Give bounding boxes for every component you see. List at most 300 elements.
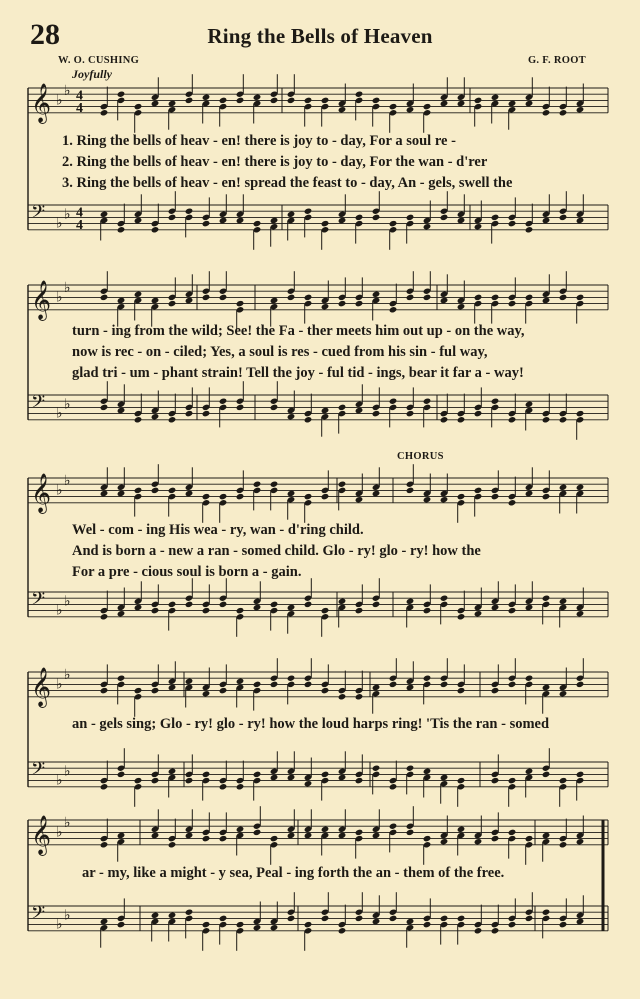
note-head xyxy=(321,826,330,833)
note-head xyxy=(185,832,194,839)
note-head xyxy=(457,915,466,922)
note-head xyxy=(457,777,466,784)
note-head xyxy=(389,306,398,313)
note-head xyxy=(542,832,551,839)
note-head xyxy=(270,774,279,781)
note-head xyxy=(151,413,160,420)
note-head xyxy=(304,493,313,500)
note-head xyxy=(559,484,568,491)
note-head xyxy=(117,490,126,497)
note-head xyxy=(304,294,313,301)
note-head xyxy=(423,607,432,614)
note-head xyxy=(372,291,381,298)
note-head xyxy=(355,777,364,784)
note-head xyxy=(100,783,109,790)
note-head xyxy=(253,220,262,227)
note-head xyxy=(372,490,381,497)
note-head xyxy=(491,214,500,221)
chorus-label: CHORUS xyxy=(397,451,444,462)
note-head xyxy=(338,927,347,934)
note-head xyxy=(576,217,585,224)
note-head xyxy=(270,481,279,488)
hymn-number: 28 xyxy=(30,18,60,51)
note-head xyxy=(576,410,585,417)
note-head xyxy=(474,97,483,104)
note-head xyxy=(576,294,585,301)
note-head xyxy=(559,921,568,928)
time-signature: 4 xyxy=(76,100,83,116)
note-head xyxy=(508,607,517,614)
note-head xyxy=(525,401,534,408)
note-head xyxy=(185,777,194,784)
note-head xyxy=(338,404,347,411)
flat-sign: ♭ xyxy=(64,593,71,610)
note-head xyxy=(253,771,262,778)
note-head xyxy=(202,493,211,500)
note-head xyxy=(440,100,449,107)
note-head xyxy=(355,407,364,414)
note-head xyxy=(474,487,483,494)
note-head xyxy=(406,106,415,113)
note-head xyxy=(117,675,126,682)
note-head xyxy=(525,604,534,611)
note-head xyxy=(559,294,568,301)
note-head xyxy=(542,771,551,778)
note-head xyxy=(270,924,279,931)
note-head xyxy=(304,208,313,215)
note-head xyxy=(457,687,466,694)
note-head xyxy=(406,765,415,772)
note-head xyxy=(236,300,245,307)
note-head xyxy=(508,100,517,107)
note-head xyxy=(457,613,466,620)
note-head xyxy=(151,687,160,694)
note-head xyxy=(151,912,160,919)
flat-sign: ♭ xyxy=(56,482,63,499)
note-head xyxy=(457,303,466,310)
note-head xyxy=(117,91,126,98)
note-head xyxy=(185,678,194,685)
note-head xyxy=(355,693,364,700)
bass-clef: 𝄢 xyxy=(31,392,46,418)
flat-sign: ♭ xyxy=(56,824,63,841)
lyric-line: 2. Ring the bells of heav - en! there is joy to - day, For the wan - d'rer xyxy=(62,154,488,170)
note-head xyxy=(202,294,211,301)
note-head xyxy=(338,106,347,113)
lyric-line: glad tri - um - phant strain! Tell the joy - ful tid - ings, bear it far a - way! xyxy=(72,365,524,381)
note-head xyxy=(202,220,211,227)
note-head xyxy=(542,909,551,916)
note-head xyxy=(491,604,500,611)
note-head xyxy=(287,915,296,922)
note-head xyxy=(559,841,568,848)
note-head xyxy=(168,214,177,221)
note-head xyxy=(542,493,551,500)
note-head xyxy=(134,777,143,784)
note-head xyxy=(219,217,228,224)
note-head xyxy=(372,918,381,925)
note-head xyxy=(253,829,262,836)
note-head xyxy=(576,918,585,925)
note-head xyxy=(202,771,211,778)
note-head xyxy=(287,413,296,420)
note-head xyxy=(355,214,364,221)
note-head xyxy=(559,109,568,116)
lyric-line: ar - my, like a might - y sea, Peal - ing forth the an - them of the free. xyxy=(82,865,505,881)
bass-clef: 𝄢 xyxy=(31,202,46,228)
lyric-line: For a pre - cious soul is born a - gain. xyxy=(72,564,302,580)
note-head xyxy=(100,687,109,694)
note-head xyxy=(287,675,296,682)
note-head xyxy=(389,823,398,830)
note-head xyxy=(117,407,126,414)
note-head xyxy=(389,783,398,790)
note-head xyxy=(134,217,143,224)
note-head xyxy=(440,595,449,602)
note-head xyxy=(321,97,330,104)
note-head xyxy=(355,915,364,922)
note-head xyxy=(168,768,177,775)
note-head xyxy=(457,100,466,107)
note-head xyxy=(423,223,432,230)
composer-credit: G. F. ROOT xyxy=(527,55,586,66)
note-head xyxy=(576,771,585,778)
note-head xyxy=(168,912,177,919)
note-head xyxy=(151,100,160,107)
flat-sign: ♭ xyxy=(56,405,63,422)
note-head xyxy=(236,217,245,224)
note-head xyxy=(440,838,449,845)
note-head xyxy=(525,768,534,775)
note-head xyxy=(338,598,347,605)
note-head xyxy=(134,487,143,494)
note-head xyxy=(270,601,279,608)
note-head xyxy=(117,610,126,617)
lyric-line: And is born a - new a ran - somed child. Glo - ry! glo - ry! how the xyxy=(72,543,481,559)
note-head xyxy=(253,94,262,101)
note-head xyxy=(219,783,228,790)
note-head xyxy=(389,398,398,405)
note-head xyxy=(321,407,330,414)
note-head xyxy=(236,493,245,500)
note-head xyxy=(321,687,330,694)
note-head xyxy=(253,604,262,611)
note-head xyxy=(576,106,585,113)
note-head xyxy=(576,610,585,617)
note-head xyxy=(168,100,177,107)
note-head xyxy=(151,777,160,784)
note-head xyxy=(508,300,517,307)
note-head xyxy=(372,684,381,691)
flat-sign: ♭ xyxy=(64,206,71,223)
note-head xyxy=(202,94,211,101)
note-head xyxy=(321,915,330,922)
note-head xyxy=(321,493,330,500)
note-head xyxy=(236,783,245,790)
note-head xyxy=(525,835,534,842)
note-head xyxy=(474,294,483,301)
note-head xyxy=(508,499,517,506)
treble-clef: 𝄞 xyxy=(31,667,52,708)
note-head xyxy=(474,410,483,417)
note-head xyxy=(491,835,500,842)
note-head xyxy=(168,684,177,691)
note-head xyxy=(457,217,466,224)
note-head xyxy=(287,97,296,104)
note-head xyxy=(202,835,211,842)
note-head xyxy=(576,838,585,845)
note-head xyxy=(491,493,500,500)
note-head xyxy=(304,416,313,423)
note-head xyxy=(100,294,109,301)
lyric-line: now is rec - on - ciled; Yes, a soul is res - cued from his sin - ful way, xyxy=(72,344,488,360)
hymn-title: Ring the Bells of Heaven xyxy=(207,24,433,48)
note-head xyxy=(440,496,449,503)
note-head xyxy=(219,493,228,500)
note-head xyxy=(338,481,347,488)
flat-sign: ♭ xyxy=(64,83,71,100)
note-head xyxy=(219,915,228,922)
note-head xyxy=(423,103,432,110)
note-head xyxy=(372,601,381,608)
note-head xyxy=(440,214,449,221)
note-head xyxy=(100,490,109,497)
note-head xyxy=(406,684,415,691)
note-head xyxy=(100,841,109,848)
note-head xyxy=(270,404,279,411)
note-head xyxy=(389,220,398,227)
note-head xyxy=(423,294,432,301)
flat-sign: ♭ xyxy=(56,916,63,933)
note-head xyxy=(236,607,245,614)
treble-clef: 𝄞 xyxy=(31,83,52,124)
note-head xyxy=(440,297,449,304)
note-head xyxy=(338,217,347,224)
note-head xyxy=(423,768,432,775)
note-head xyxy=(236,404,245,411)
note-head xyxy=(270,681,279,688)
note-head xyxy=(491,777,500,784)
note-head xyxy=(372,832,381,839)
note-head xyxy=(185,97,194,104)
note-head xyxy=(542,217,551,224)
note-head xyxy=(117,921,126,928)
note-head xyxy=(423,675,432,682)
note-head xyxy=(559,598,568,605)
note-head xyxy=(491,94,500,101)
flat-sign: ♭ xyxy=(64,907,71,924)
note-head xyxy=(372,97,381,104)
note-head xyxy=(474,223,483,230)
flat-sign: ♭ xyxy=(56,772,63,789)
note-head xyxy=(423,496,432,503)
note-head xyxy=(474,838,483,845)
note-head xyxy=(440,416,449,423)
note-head xyxy=(151,607,160,614)
note-head xyxy=(457,493,466,500)
note-head xyxy=(151,297,160,304)
note-head xyxy=(168,841,177,848)
flat-sign: ♭ xyxy=(56,92,63,109)
note-head xyxy=(440,774,449,781)
note-head xyxy=(270,297,279,304)
note-head xyxy=(168,416,177,423)
note-head xyxy=(253,481,262,488)
note-head xyxy=(100,613,109,620)
note-head xyxy=(185,490,194,497)
note-head xyxy=(287,774,296,781)
note-head xyxy=(338,693,347,700)
note-head xyxy=(389,681,398,688)
note-head xyxy=(202,690,211,697)
note-head xyxy=(576,681,585,688)
note-head xyxy=(474,610,483,617)
flat-sign: ♭ xyxy=(56,676,63,693)
note-head xyxy=(185,601,194,608)
note-head xyxy=(406,487,415,494)
note-head xyxy=(508,829,517,836)
note-head xyxy=(406,214,415,221)
note-head xyxy=(304,681,313,688)
note-head xyxy=(304,97,313,104)
note-head xyxy=(542,416,551,423)
note-head xyxy=(508,921,517,928)
note-head xyxy=(491,687,500,694)
note-head xyxy=(508,681,517,688)
note-head xyxy=(117,771,126,778)
note-head xyxy=(236,97,245,104)
lyric-line: turn - ing from the wild; See! the Fa - ther meets him out up - on the way, xyxy=(72,323,525,339)
note-head xyxy=(491,927,500,934)
note-head xyxy=(389,103,398,110)
note-head xyxy=(100,211,109,218)
note-head xyxy=(270,97,279,104)
note-head xyxy=(219,835,228,842)
note-head xyxy=(185,410,194,417)
note-head xyxy=(100,918,109,925)
lyric-line: 1. Ring the bells of heav - en! there is joy to - day, For a soul re - xyxy=(62,133,456,149)
note-head xyxy=(406,829,415,836)
flat-sign: ♭ xyxy=(64,473,71,490)
note-head xyxy=(338,774,347,781)
bass-clef: 𝄢 xyxy=(31,759,46,785)
note-head xyxy=(117,297,126,304)
note-head xyxy=(304,832,313,839)
tempo-marking: Joyfully xyxy=(72,67,112,81)
note-head xyxy=(559,777,568,784)
note-head xyxy=(508,416,517,423)
note-head xyxy=(287,490,296,497)
note-head xyxy=(151,226,160,233)
note-head xyxy=(168,601,177,608)
note-head xyxy=(338,832,347,839)
note-head xyxy=(525,490,534,497)
note-head xyxy=(151,832,160,839)
note-head xyxy=(321,607,330,614)
treble-clef: 𝄞 xyxy=(31,815,52,856)
note-head xyxy=(559,416,568,423)
note-head xyxy=(542,109,551,116)
note-head xyxy=(355,829,364,836)
note-head xyxy=(134,103,143,110)
note-head xyxy=(100,109,109,116)
note-head xyxy=(168,487,177,494)
note-head xyxy=(559,690,568,697)
note-head xyxy=(457,416,466,423)
note-head xyxy=(202,921,211,928)
note-head xyxy=(474,927,483,934)
note-head xyxy=(389,915,398,922)
note-head xyxy=(202,607,211,614)
note-head xyxy=(355,91,364,98)
note-head xyxy=(508,220,517,227)
note-head xyxy=(134,416,143,423)
note-head xyxy=(202,410,211,417)
note-head xyxy=(287,832,296,839)
note-head xyxy=(423,921,432,928)
note-head xyxy=(406,918,415,925)
note-head xyxy=(542,297,551,304)
note-head xyxy=(355,300,364,307)
note-head xyxy=(440,915,449,922)
note-head xyxy=(270,217,279,224)
lyric-line: 3. Ring the bells of heav - en! spread the feast to - day, An - gels, swell the xyxy=(62,175,513,191)
flat-sign: ♭ xyxy=(64,667,71,684)
lyric-line: Wel - com - ing His wea - ry, wan - d'ring child. xyxy=(72,522,364,538)
note-head xyxy=(355,607,364,614)
note-head xyxy=(576,484,585,491)
note-head xyxy=(219,398,228,405)
flat-sign: ♭ xyxy=(64,396,71,413)
bass-clef: 𝄢 xyxy=(31,903,46,929)
note-head xyxy=(304,921,313,928)
note-head xyxy=(168,300,177,307)
note-head xyxy=(525,100,534,107)
note-head xyxy=(321,771,330,778)
note-head xyxy=(525,675,534,682)
time-signature: 4 xyxy=(76,88,83,104)
note-head xyxy=(338,300,347,307)
time-signature: 4 xyxy=(76,217,83,233)
note-head xyxy=(542,684,551,691)
treble-clef: 𝄞 xyxy=(31,280,52,321)
time-signature: 4 xyxy=(76,205,83,221)
lyric-line: an - gels sing; Glo - ry! glo - ry! how the loud harps ring! 'Tis the ran - somed xyxy=(72,716,550,732)
note-head xyxy=(508,777,517,784)
flat-sign: ♭ xyxy=(56,602,63,619)
note-head xyxy=(355,496,364,503)
flat-sign: ♭ xyxy=(56,289,63,306)
note-head xyxy=(236,921,245,928)
note-head xyxy=(219,601,228,608)
flat-sign: ♭ xyxy=(64,280,71,297)
note-head xyxy=(253,681,262,688)
note-head xyxy=(219,687,228,694)
flat-sign: ♭ xyxy=(64,763,71,780)
note-head xyxy=(236,678,245,685)
note-head xyxy=(134,687,143,694)
note-head xyxy=(321,220,330,227)
note-head xyxy=(406,598,415,605)
note-head xyxy=(559,214,568,221)
note-head xyxy=(423,835,432,842)
note-head xyxy=(185,297,194,304)
note-head xyxy=(219,294,228,301)
note-head xyxy=(542,595,551,602)
note-head xyxy=(440,681,449,688)
note-head xyxy=(321,303,330,310)
note-head xyxy=(525,915,534,922)
